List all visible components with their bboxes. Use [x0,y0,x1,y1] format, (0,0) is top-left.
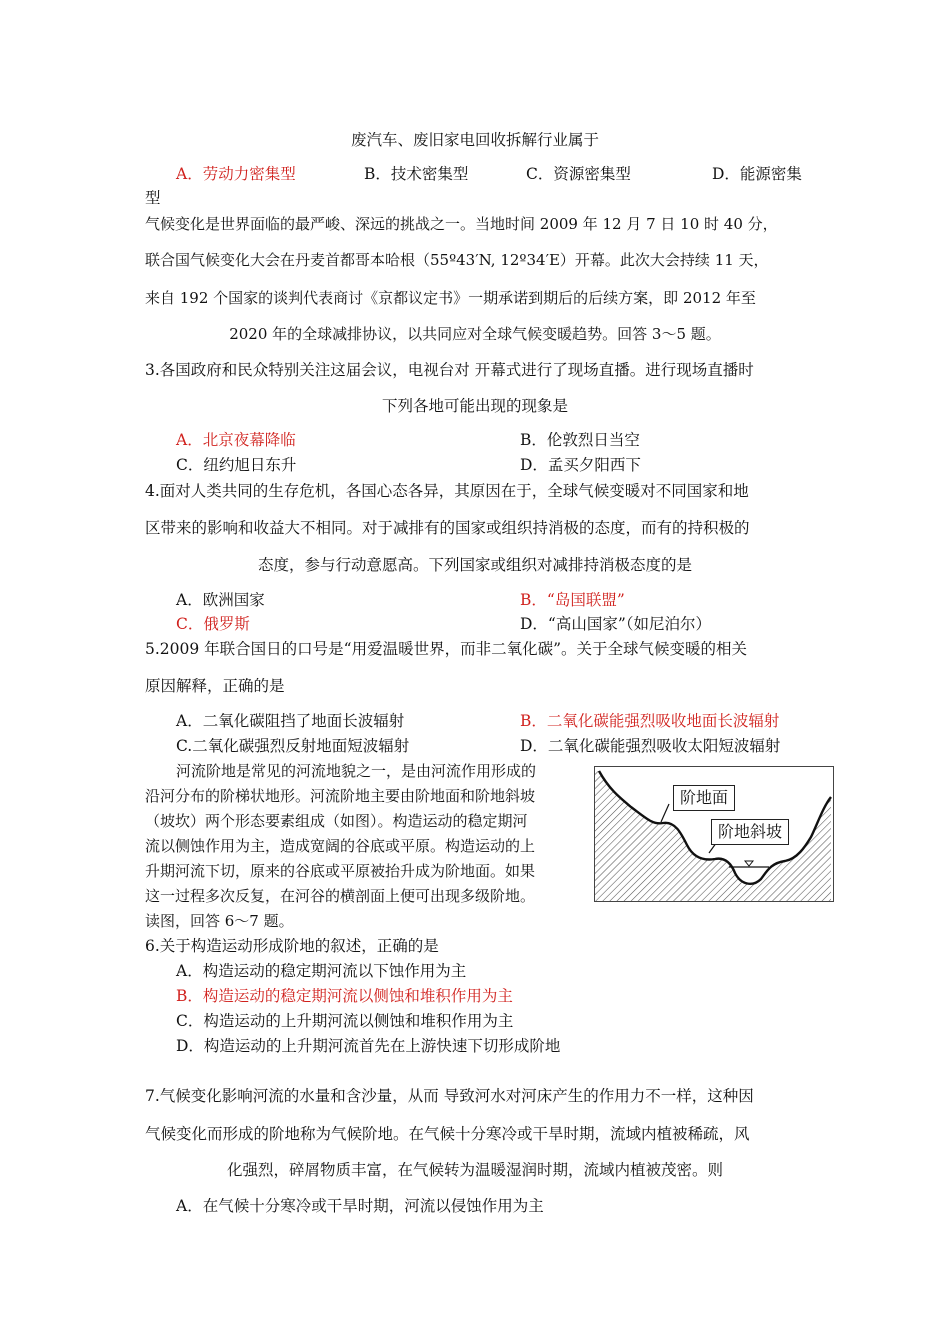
q4-option-a: A．欧洲国家 [176,591,265,609]
intro-6-7-line3: （坡坎）两个形态要素组成（如图）。构造运动的稳定期河 [145,812,528,830]
q3-option-c: C．纽约旭日东升 [176,456,297,474]
q7-stem-line1: 7.气候变化影响河流的水量和含沙量，从而 导致河水对河床产生的作用力不一样，这种因 [145,1087,754,1105]
intro-6-7-line7: 读图，回答 6～7 题。 [145,912,294,930]
q7-option-a: A．在气候十分寒冷或干旱时期，河流以侵蚀作用为主 [176,1197,544,1215]
water-level-marker-icon [745,861,753,866]
q5-option-a: A．二氧化碳阻挡了地面长波辐射 [176,712,405,730]
q3-option-b: B．伦敦烈日当空 [520,431,640,449]
river-terrace-diagram [594,766,834,902]
q4-option-b: B．“岛国联盟” [520,591,625,609]
q2-stem: 废汽车、废旧家电回收拆解行业属于 [350,131,599,149]
q4-option-d: D．“高山国家”（如尼泊尔） [520,615,712,633]
intro-6-7-line6: 这一过程多次反复，在河谷的横剖面上便可出现多级阶地。 [145,887,536,905]
q6-option-b: B．构造运动的稳定期河流以侧蚀和堆积作用为主 [176,987,513,1005]
q4-option-c: C．俄罗斯 [176,615,250,633]
q6-option-a: A．构造运动的稳定期河流以下蚀作用为主 [176,962,467,980]
q3-stem-line1: 3.各国政府和民众特别关注这届会议，电视台对 开幕式进行了现场直播。进行现场直播时 [145,361,754,379]
intro-3-5-line1: 气候变化是世界面临的最严峻、深远的挑战之一。当地时间 2009 年 12 月 7 日 10 时 40 分， [145,215,778,233]
q2-option-a: A．劳动力密集型 [176,165,296,183]
intro-6-7-line2: 沿河分布的阶梯状地形。河流阶地主要由阶地面和阶地斜坡 [145,787,536,805]
q7-stem-line3: 化强烈，碎屑物质丰富，在气候转为温暖湿润时期，流域内植被茂密。则 [226,1161,723,1179]
q5-stem-line1: 5.2009 年联合国日的口号是“用爱温暖世界，而非二氧化碳”。关于全球气候变暖的相关 [145,640,748,658]
q2-option-d: D．能源密集 [712,165,802,183]
q4-stem-line2: 区带来的影响和收益大不相同。对于减排有的国家或组织持消极的态度，而有的持积极的 [145,519,750,537]
q5-stem-line2: 原因解释，正确的是 [145,677,285,695]
q2-option-d-wrap: 型 [145,189,161,207]
q3-option-a: A．北京夜幕降临 [176,431,296,449]
q5-option-d: D．二氧化碳能强烈吸收太阳短波辐射 [520,737,781,755]
intro-6-7-line1: 河流阶地是常见的河流地貌之一，是由河流作用形成的 [176,762,537,780]
intro-3-5-line3: 来自 192 个国家的谈判代表商讨《京都议定书》一期承诺到期后的后续方案，即 2012 年至 [145,289,756,307]
label-terrace-slope: 阶地斜坡 [711,819,789,845]
q3-stem-line2: 下列各地可能出现的现象是 [381,397,568,415]
q6-option-d: D．构造运动的上升期河流首先在上游快速下切形成阶地 [176,1037,561,1055]
q5-option-b: B．二氧化碳能强烈吸收地面长波辐射 [520,712,780,730]
intro-3-5-line2: 联合国气候变化大会在丹麦首都哥本哈根（55º43′N, 12º34′E）开幕。此次大会持续 11 天， [145,251,769,269]
intro-6-7-line4: 流以侧蚀作用为主，造成宽阔的谷底或平原。构造运动的上 [145,837,536,855]
q6-stem: 6.关于构造运动形成阶地的叙述，正确的是 [145,937,439,955]
q2-option-c: C．资源密集型 [526,165,631,183]
q6-option-c: C．构造运动的上升期河流以侧蚀和堆积作用为主 [176,1012,514,1030]
q4-stem-line1: 4.面对人类共同的生存危机，各国心态各异，其原因在于，全球气候变暖对不同国家和地 [145,482,749,500]
intro-3-5-line4: 2020 年的全球减排协议，以共同应对全球气候变暖趋势。回答 3～5 题。 [229,325,721,343]
intro-6-7-line5: 升期河流下切，原来的谷底或平原被抬升成为阶地面。如果 [145,862,536,880]
q4-stem-line3: 态度，参与行动意愿高。下列国家或组织对减排持消极态度的是 [257,556,692,574]
q3-option-d: D．孟买夕阳西下 [520,456,641,474]
q2-option-b: B．技术密集型 [364,165,469,183]
q7-stem-line2: 气候变化而形成的阶地称为气候阶地。在气候十分寒冷或干旱时期，流域内植被稀疏，风 [145,1125,750,1143]
q5-option-c: C.二氧化碳强烈反射地面短波辐射 [176,737,410,755]
label-terrace-surface: 阶地面 [673,785,735,811]
